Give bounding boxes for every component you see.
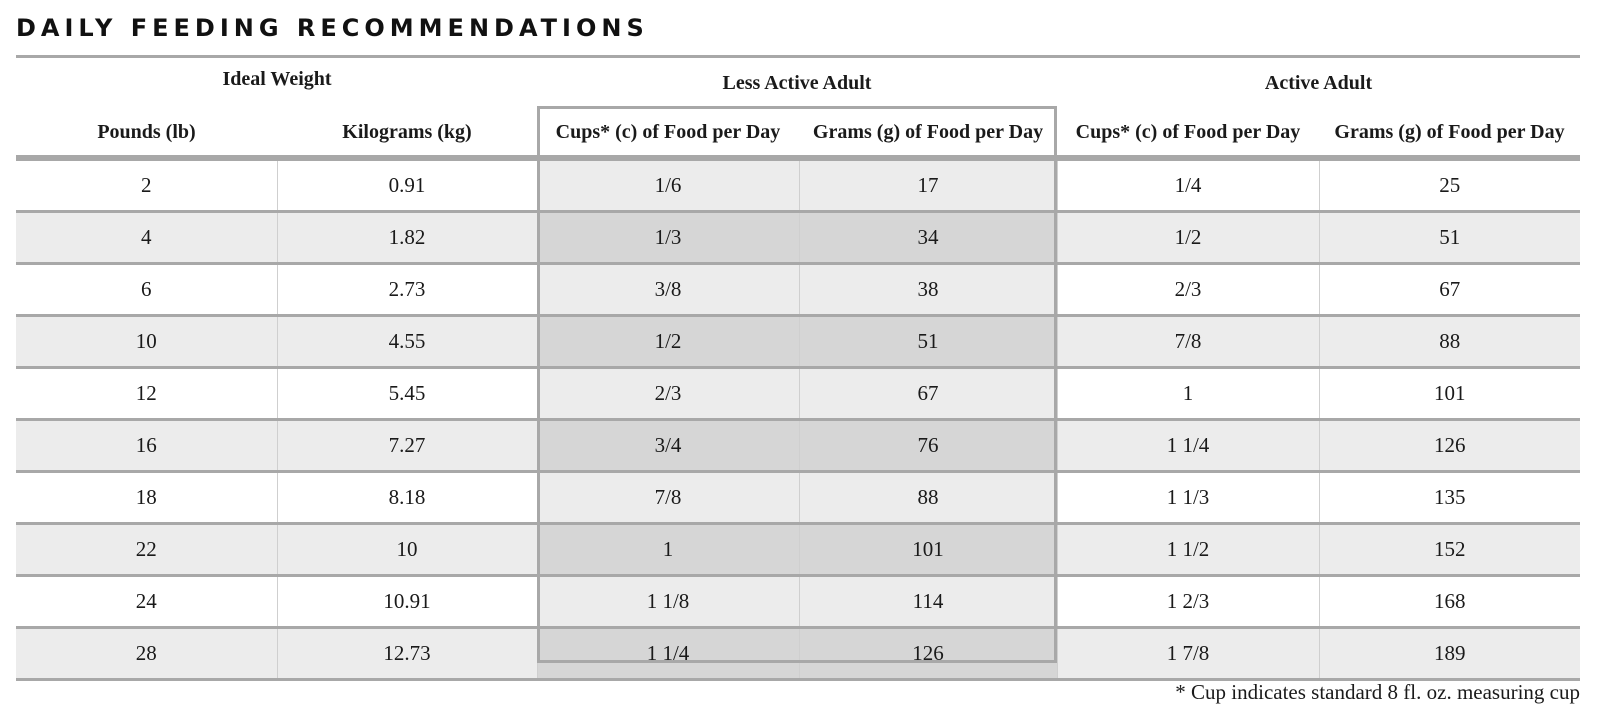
cell-kilograms: 10 bbox=[277, 524, 537, 576]
table-row bbox=[16, 212, 1580, 264]
footnote: * Cup indicates standard 8 fl. oz. measuring cup bbox=[1175, 680, 1580, 704]
cell-kilograms: 7.27 bbox=[277, 420, 537, 472]
cell-kilograms: 5.45 bbox=[277, 368, 537, 420]
table-row bbox=[16, 264, 1580, 316]
cell-active-cups: 1 2/3 bbox=[1057, 576, 1319, 628]
table-row bbox=[16, 524, 1580, 576]
col-head-active-grams: Grams (g) of Food per Day bbox=[1334, 121, 1565, 143]
cell-active-grams: 88 bbox=[1319, 316, 1580, 368]
cell-active-grams: 135 bbox=[1319, 472, 1580, 524]
cell-pounds: 28 bbox=[16, 628, 277, 680]
cell-active-grams: 168 bbox=[1319, 576, 1580, 628]
cell-active-grams: 152 bbox=[1319, 524, 1580, 576]
cell-less-grams: 88 bbox=[799, 472, 1057, 524]
cell-active-cups: 7/8 bbox=[1057, 316, 1319, 368]
cell-pounds: 16 bbox=[16, 420, 277, 472]
table-row bbox=[16, 368, 1580, 420]
table-row bbox=[16, 472, 1580, 524]
top-rule bbox=[16, 55, 1580, 58]
cell-active-grams: 101 bbox=[1319, 368, 1580, 420]
cell-kilograms: 1.82 bbox=[277, 212, 537, 264]
cell-kilograms: 10.91 bbox=[277, 576, 537, 628]
cell-pounds: 4 bbox=[16, 212, 277, 264]
cell-active-cups: 1/2 bbox=[1057, 212, 1319, 264]
cell-less-grams: 67 bbox=[799, 368, 1057, 420]
col-head-active-cups: Cups* (c) of Food per Day bbox=[1075, 121, 1301, 143]
cell-less-cups: 3/4 bbox=[537, 420, 799, 472]
group-title-less-active: Less Active Adult bbox=[722, 72, 872, 94]
cell-pounds: 24 bbox=[16, 576, 277, 628]
table-row bbox=[16, 628, 1580, 680]
cell-less-cups: 1/6 bbox=[537, 161, 799, 212]
col-head-less-grams: Grams (g) of Food per Day bbox=[812, 121, 1044, 143]
cell-less-grams: 114 bbox=[799, 576, 1057, 628]
cell-active-cups: 2/3 bbox=[1057, 264, 1319, 316]
group-title-ideal-weight: Ideal Weight bbox=[222, 68, 332, 90]
cell-active-cups: 1 bbox=[1057, 368, 1319, 420]
cell-kilograms: 12.73 bbox=[277, 628, 537, 680]
cell-active-cups: 1 1/4 bbox=[1057, 420, 1319, 472]
cell-less-cups: 2/3 bbox=[537, 368, 799, 420]
cell-less-cups: 1 bbox=[537, 524, 799, 576]
cell-active-cups: 1 1/3 bbox=[1057, 472, 1319, 524]
cell-less-cups: 1 1/8 bbox=[537, 576, 799, 628]
cell-less-cups: 7/8 bbox=[537, 472, 799, 524]
cell-less-cups: 1/2 bbox=[537, 316, 799, 368]
cell-less-cups: 1 1/4 bbox=[537, 628, 799, 680]
cell-less-grams: 51 bbox=[799, 316, 1057, 368]
cell-active-grams: 25 bbox=[1319, 161, 1580, 212]
cell-active-grams: 126 bbox=[1319, 420, 1580, 472]
cell-active-grams: 51 bbox=[1319, 212, 1580, 264]
cell-less-cups: 1/3 bbox=[537, 212, 799, 264]
table-row bbox=[16, 576, 1580, 628]
cell-pounds: 18 bbox=[16, 472, 277, 524]
feeding-table-body bbox=[16, 161, 1580, 680]
cell-less-grams: 38 bbox=[799, 264, 1057, 316]
cell-pounds: 2 bbox=[16, 161, 277, 212]
cell-less-grams: 17 bbox=[799, 161, 1057, 212]
cell-pounds: 10 bbox=[16, 316, 277, 368]
cell-active-grams: 67 bbox=[1319, 264, 1580, 316]
table-row bbox=[16, 420, 1580, 472]
cell-active-cups: 1 1/2 bbox=[1057, 524, 1319, 576]
cell-active-cups: 1/4 bbox=[1057, 161, 1319, 212]
cell-less-grams: 101 bbox=[799, 524, 1057, 576]
cell-less-grams: 126 bbox=[799, 628, 1057, 680]
feeding-table bbox=[16, 161, 1580, 681]
cell-pounds: 22 bbox=[16, 524, 277, 576]
cell-less-grams: 34 bbox=[799, 212, 1057, 264]
col-head-kilograms: Kilograms (kg) bbox=[342, 121, 472, 143]
cell-pounds: 6 bbox=[16, 264, 277, 316]
col-head-less-cups: Cups* (c) of Food per Day bbox=[555, 121, 781, 143]
cell-active-grams: 189 bbox=[1319, 628, 1580, 680]
table-row bbox=[16, 316, 1580, 368]
cell-kilograms: 8.18 bbox=[277, 472, 537, 524]
cell-less-cups: 3/8 bbox=[537, 264, 799, 316]
cell-pounds: 12 bbox=[16, 368, 277, 420]
cell-kilograms: 0.91 bbox=[277, 161, 537, 212]
page-title: DAILY FEEDING RECOMMENDATIONS bbox=[16, 14, 649, 42]
cell-kilograms: 4.55 bbox=[277, 316, 537, 368]
table-row bbox=[16, 161, 1580, 212]
cell-kilograms: 2.73 bbox=[277, 264, 537, 316]
group-title-active: Active Adult bbox=[1264, 72, 1373, 94]
cell-active-cups: 1 7/8 bbox=[1057, 628, 1319, 680]
col-head-pounds: Pounds (lb) bbox=[97, 121, 196, 143]
cell-less-grams: 76 bbox=[799, 420, 1057, 472]
